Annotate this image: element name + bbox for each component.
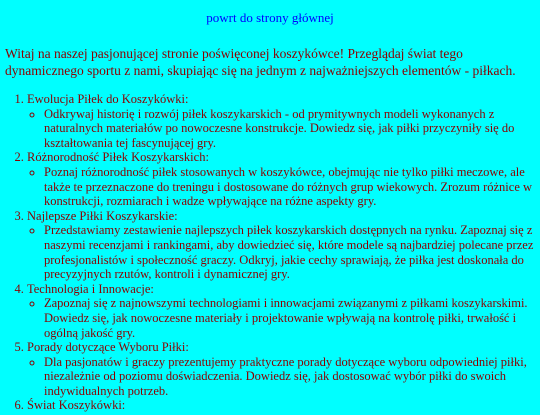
section-detail: ◦ Przedstawiamy zestawienie najlepszych piłek koszykarskich dostępnych na rynku. Zapoznaj się z naszymi recenzjami i rankingami, aby dowiedzieć się, które modele są najbardziej polecane przez profesjonalistów i społeczność graczy. Odkryj, jakie cechy sprawiają, że piłka jest doskonała do precyzyjnych rzutów, kontroli i dynamicznej gry.	[44, 223, 535, 281]
section-item-advice	[27, 340, 535, 398]
section-details	[27, 296, 535, 340]
section-details	[27, 355, 535, 399]
sections-list	[5, 92, 535, 413]
section-detail: ◦ Dla pasjonatów i graczy prezentujemy praktyczne porady dotyczące wyboru odpowiedniej piłki, niezależnie od poziomu doświadczenia. Dowiedz się, jak dostosować wybór piłki do swoich indywidualnych potrzeb.	[44, 355, 535, 399]
section-details	[27, 107, 535, 151]
section-details	[27, 165, 535, 209]
section-detail: ◦ Poznaj różnorodność piłek stosowanych w koszykówce, obejmując nie tylko piłki meczowe, ale także te przeznaczone do treningu i dostosowane do różnych grup wiekowych. Zrozum różnice w konstrukcji, rozmiarach i wadze wpływające na różne aspekty gry.	[44, 165, 535, 209]
section-title: Ewolucja Piłek do Koszykówki:	[27, 92, 189, 106]
section-detail: ◦ Zapoznaj się z najnowszymi technologiami i innowacjami związanymi z piłkami koszykarskimi. Dowiedz się, jak nowoczesne materiały i projektowanie wpływają na kontrolę piłki, trwałość i ogólną jakość gry.	[44, 296, 535, 340]
section-title: Porady dotyczące Wyboru Piłki:	[27, 340, 189, 355]
section-item-evolution	[27, 92, 535, 150]
section-title: Świat Koszykówki:	[27, 398, 126, 413]
section-item-variety	[27, 150, 535, 208]
section-details	[27, 223, 535, 281]
section-title: Technologia i Innowacje:	[27, 281, 154, 296]
intro-paragraph: Witaj na naszej pasjonującej stronie poświęconej koszykówce! Przeglądaj świat tego dynamicznego sportu z nami, skupiając się na jednym z najważniejszych elementów - piłkach.	[5, 46, 516, 78]
section-title: Najlepsze Piłki Koszykarskie:	[27, 208, 178, 223]
page	[0, 10, 535, 413]
section-item-technology	[27, 282, 535, 340]
section-item-best-balls	[27, 209, 535, 282]
section-title: Różnorodność Piłek Koszykarskich:	[27, 150, 209, 165]
section-detail: ◦ Odkrywaj historię i rozwój piłek koszykarskich - od prymitywnych modeli wykonanych z naturalnych materiałów po nowoczesne konstrukcje. Dowiedz się, jak piłki przyczyniły się do kształtowania tej fascynującej gry.	[44, 107, 535, 151]
section-item-world	[27, 398, 535, 413]
back-to-home-link[interactable]: powrt do strony głównej	[206, 10, 334, 25]
